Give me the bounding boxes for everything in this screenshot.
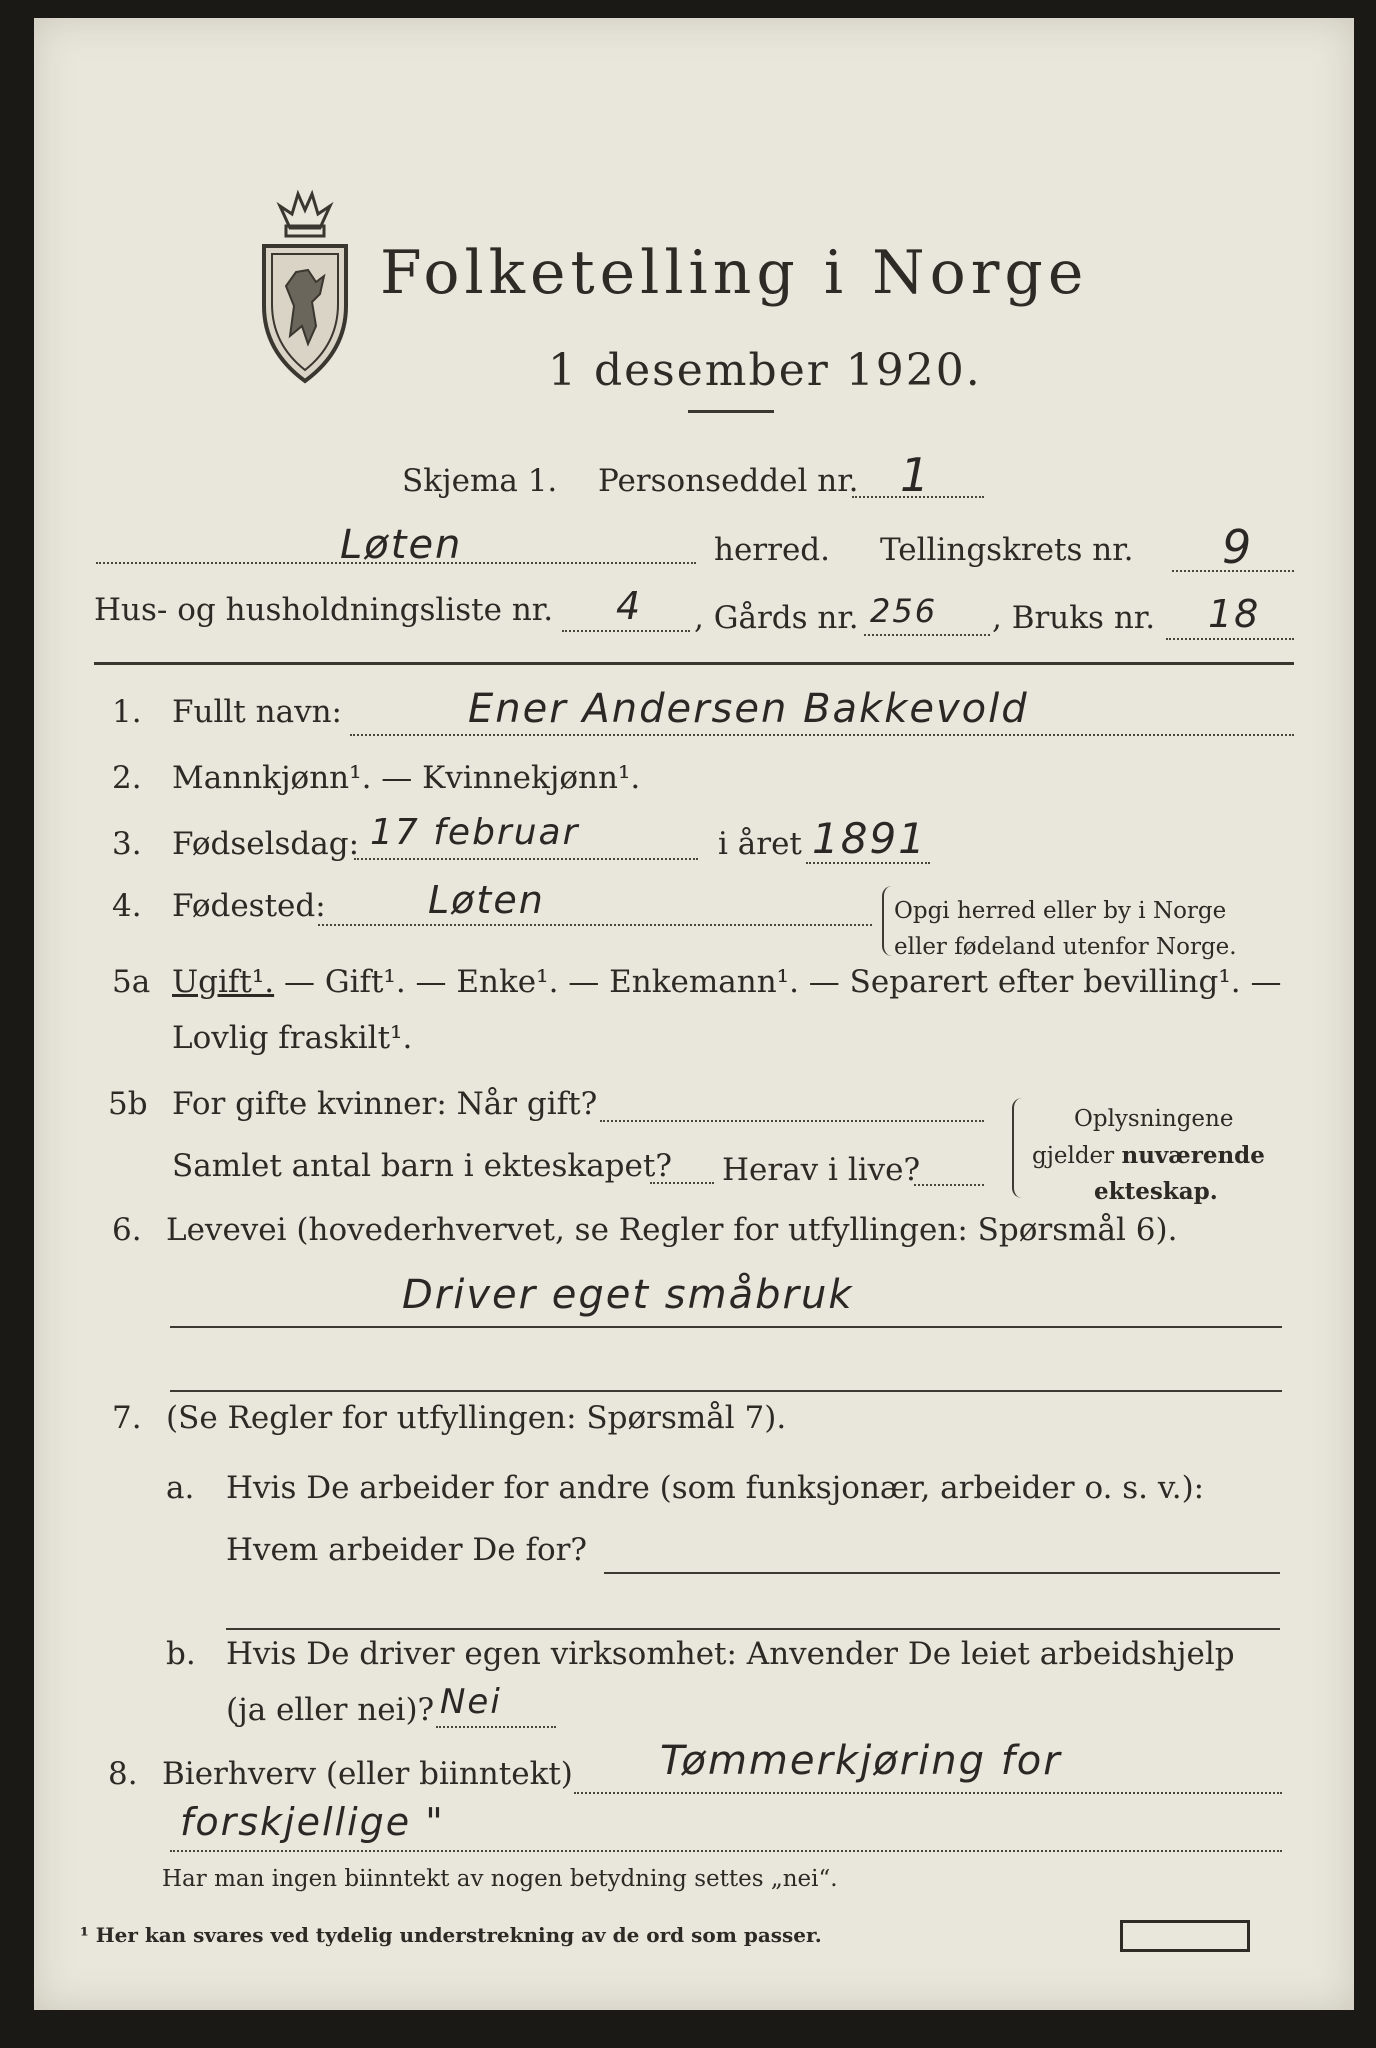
printer-stamp (1120, 1920, 1250, 1952)
employer-line (604, 1572, 1280, 1574)
side-income-value-1[interactable]: Tømmerkjøring for (660, 1738, 1062, 1784)
bruks-dotted-line (1166, 638, 1294, 640)
q5b-note-line3: ekteskap. (1094, 1178, 1218, 1205)
q5b-note-brace (1012, 1098, 1028, 1198)
q5b-note-line2a: gjelder (1032, 1143, 1122, 1169)
alive-dotted-line (914, 1184, 984, 1186)
marital-other-options: — Gift¹. — Enke¹. — Enkemann¹. — Separert efter bevilling¹. — (274, 964, 1282, 1000)
q6-number: 6. (112, 1212, 142, 1248)
norwegian-coat-of-arms-icon (250, 186, 360, 386)
ugift-option[interactable]: Ugift¹. (172, 964, 275, 1000)
side-income-dotted-line (574, 1792, 1282, 1794)
municipality-value[interactable]: Løten (340, 522, 463, 568)
full-name-value[interactable]: Ener Andersen Bakkevold (468, 686, 1029, 732)
tellingskrets-label: Tellingskrets nr. (880, 532, 1134, 568)
side-income-dotted-line-2 (170, 1850, 1282, 1852)
form-title: Folketelling i Norge (380, 238, 1089, 308)
q5b-number: 5b (108, 1086, 148, 1122)
q7a-line2: Hvem arbeider De for? (226, 1532, 588, 1568)
liste-label: Hus- og husholdningsliste nr. (94, 592, 554, 628)
q1-number: 1. (112, 694, 142, 730)
birthplace-note-line2: eller fødeland utenfor Norge. (894, 934, 1237, 960)
bruks-value[interactable]: 18 (1208, 592, 1261, 636)
marital-status-line2: Lovlig fraskilt¹. (172, 1020, 413, 1056)
liste-value[interactable]: 4 (616, 584, 643, 628)
q1-label: Fullt navn: (172, 694, 342, 730)
q3-label: Fødselsdag: (172, 826, 360, 862)
q8-number: 8. (108, 1756, 138, 1792)
occupation-line-2 (170, 1390, 1282, 1392)
q7b-letter: b. (166, 1636, 196, 1672)
personseddel-label: Personseddel nr. (598, 463, 859, 499)
birthplace-dotted-line (318, 924, 872, 926)
census-date: 1 desember 1920. (548, 345, 982, 396)
gards-dotted-line (864, 634, 990, 636)
hired-help-dotted-line (436, 1726, 556, 1728)
occupation-value[interactable]: Driver eget småbruk (402, 1272, 854, 1318)
schema-label: Skjema 1. (402, 463, 558, 499)
q5b-note-line2b: nuværende (1121, 1142, 1265, 1169)
birthplace-value[interactable]: Løten (428, 878, 545, 922)
bruks-label: , Bruks nr. (992, 600, 1156, 636)
q8-label: Bierhverv (eller biinntekt) (162, 1756, 573, 1792)
q1-dotted-line (350, 734, 1294, 736)
title-divider (688, 410, 774, 413)
q5b-label2: Samlet antal barn i ekteskapet? (172, 1148, 672, 1184)
birth-year-value[interactable]: 1891 (812, 814, 927, 863)
gards-label: , Gårds nr. (694, 600, 859, 636)
herred-label: herred. (714, 532, 830, 568)
married-when-dotted-line (600, 1120, 984, 1122)
q5b-note-line2 (1032, 1142, 1265, 1169)
q8-note: Har man ingen biinntekt av nogen betydning settes „nei“. (162, 1866, 838, 1892)
q7-label: (Se Regler for utfyllingen: Spørsmål 7). (166, 1400, 787, 1436)
q5a-number: 5a (112, 964, 151, 1000)
q5b-label1: For gifte kvinner: Når gift? (172, 1086, 598, 1122)
q7a-letter: a. (166, 1470, 195, 1506)
q7a-line1: Hvis De arbeider for andre (som funksjonær, arbeider o. s. v.): (226, 1470, 1205, 1506)
q3-number: 3. (112, 826, 142, 862)
marital-status-options (172, 964, 1281, 1000)
birthday-dotted-line (354, 858, 698, 860)
q4-label: Fødested: (172, 888, 326, 924)
q6-label: Levevei (hovederhvervet, se Regler for utfyllingen: Spørsmål 6). (166, 1212, 1178, 1248)
tellingskrets-value[interactable]: 9 (1222, 520, 1254, 574)
personseddel-value[interactable]: 1 (900, 448, 932, 502)
q7-number: 7. (112, 1400, 142, 1436)
year-label: i året (718, 826, 802, 862)
q4-number: 4. (112, 888, 142, 924)
q2-number: 2. (112, 760, 142, 796)
children-dotted-line (650, 1182, 714, 1184)
liste-dotted-line (562, 630, 690, 632)
footnote: ¹ Her kan svares ved tydelig understrekning av de ord som passer. (80, 1923, 822, 1947)
header-divider (94, 662, 1294, 665)
gender-options: Mannkjønn¹. — Kvinnekjønn¹. (172, 760, 641, 796)
birthplace-note-line1: Opgi herred eller by i Norge (894, 898, 1227, 924)
q5b-label3: Herav i live? (722, 1152, 921, 1188)
birthday-value[interactable]: 17 februar (370, 812, 580, 853)
employer-line-2 (226, 1628, 1280, 1630)
q7b-line2: (ja eller nei)? (226, 1692, 435, 1728)
occupation-line (170, 1326, 1282, 1328)
hired-help-value[interactable]: Nei (440, 1682, 502, 1722)
q5b-note-line1: Oplysningene (1074, 1106, 1234, 1132)
q7b-line1: Hvis De driver egen virksomhet: Anvender De leiet arbeidshjelp (226, 1636, 1235, 1672)
gards-value[interactable]: 256 (870, 592, 938, 630)
side-income-value-2[interactable]: forskjellige " (180, 1800, 445, 1844)
